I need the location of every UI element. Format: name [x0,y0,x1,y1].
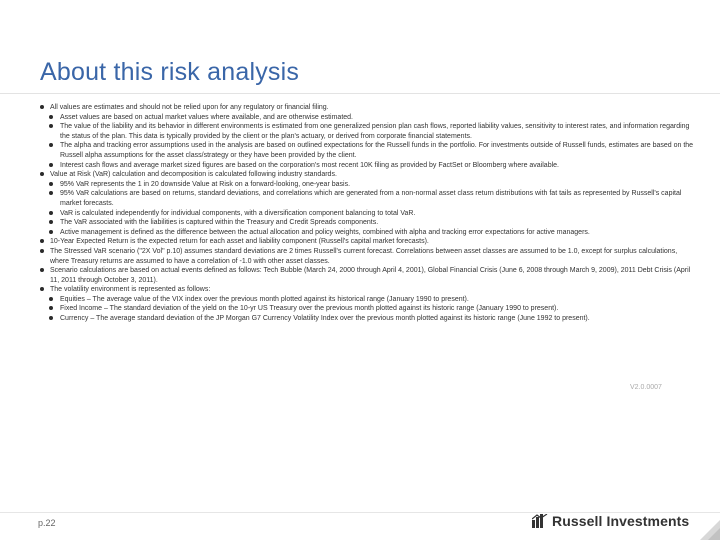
bullet-icon [49,316,53,320]
bullet-icon [40,239,44,243]
bullet-icon [49,191,53,195]
bullet-icon [49,211,53,215]
russell-logo [532,513,689,529]
bullet-icon [49,230,53,234]
list-item-text: All values are estimates and should not be relied upon for any regulatory or financial filing. [50,104,329,111]
list-item-text: Fixed Income – The standard deviation of the yield on the 10-yr US Treasury over the previous month plotted against its historic range (January 1990 to present). [60,305,559,313]
list-item [38,103,698,113]
logo-wordmark: Russell Investments [552,513,690,529]
bullet-icon [49,297,53,301]
page-number: p.22 [38,518,56,528]
list-item-text: The Stressed VaR scenario ("2X Vol" p.10) assumes standard deviations are 2 times Russell's current forecast. Correlations between asset classes are assumed to be 1.0, except for surplus calculations, where Treasury returns are assumed to have a correlation of -1.0 with other asset classes. [50,247,678,265]
bullet-icon [49,306,53,310]
bullet-icon [40,287,44,291]
list-item [38,141,698,160]
list-item-text: VaR is calculated independently for individual components, with a diversification component balancing to total VaR. [60,209,416,217]
page-title: About this risk analysis [40,58,300,86]
list-item-text: The alpha and tracking error assumptions used in the analysis are based on outlined expectations for the Russell funds in the portfolio. For investments outside of Russell funds, estimates are based on the Russell alpha assumptions for the asset class/strategy or they have been provided by the client. [60,142,694,159]
disclosure-list [38,103,698,324]
list-item [38,161,698,171]
list-item [38,295,698,305]
list-item-text: Equities – The average value of the VIX index over the previous month plotted against its historical range (January 1990 to present). [60,295,469,303]
list-item [38,189,698,208]
list-item [38,247,698,266]
list-item-text: The VaR associated with the liabilities is captured within the Treasury and Credit Spreads components. [60,219,379,227]
list-item [38,266,698,285]
corner-decoration [700,510,720,540]
bullet-icon [49,143,53,147]
russell-logo-icon [532,514,548,528]
list-item-text: Currency – The average standard deviation of the JP Morgan G7 Currency Volatility Index over the previous month plotted against its historic range (June 1992 to present). [60,315,590,323]
list-item-text: Interest cash flows and average market sized figures are based on the corporation's most recent 10K filing as provided by FactSet or Bloomberg where available. [60,161,559,169]
list-item-text: The value of the liability and its behavior in different environments is estimated from one generalized pension plan cash flows, reported liability values, sensitivity to interest rates, and information regarding the status of the plan. This data is typically provided by the client or the plan's actuary, or derived from corporate financial statements. [60,123,690,140]
list-item [38,237,698,247]
title-divider [0,93,720,94]
list-item-text: Value at Risk (VaR) calculation and decomposition is calculated following industry standards. [50,171,337,179]
bullet-icon [49,124,53,128]
list-item [38,218,698,228]
list-item-text: 95% VaR represents the 1 in 20 downside Value at Risk on a forward-looking, one-year basis. [60,180,351,188]
list-item [38,170,698,180]
bullet-icon [49,182,53,186]
list-item-text: 95% VaR calculations are based on returns, standard deviations, and correlations which are generated from a non-normal asset class return distributions with fat tails as represented by Russell's capital market forecasts. [60,190,682,207]
list-item [38,228,698,238]
list-item [38,122,698,141]
list-item [38,180,698,190]
version-label: V2.0.0007 [630,384,662,391]
bullet-icon [40,172,44,176]
bullet-icon [49,115,53,119]
bullet-icon [40,268,44,272]
bullet-icon [49,163,53,167]
list-item [38,113,698,123]
bullet-icon [49,220,53,224]
list-item-text: Asset values are based on actual market values where available, and are otherwise estimated. [60,113,353,121]
list-item-text: Active management is defined as the difference between the actual allocation and policy weights, combined with alpha and tracking error expectations for active managers. [60,228,590,236]
list-item-text: Scenario calculations are based on actual events defined as follows: Tech Bubble (March 24, 2000 through April 4, 2001), Global Financial Crisis (June 6, 2008 through March 9, 2009), 2011 Debt Crisis (April 11, 2011 through October 3, 2011). [50,267,691,284]
list-item-text: 10-Year Expected Return is the expected return for each asset and liability component (Russell's capital market forecasts). [50,238,429,246]
bullet-icon [40,105,44,109]
list-item [38,285,698,295]
list-item-text: The volatility environment is represented as follows: [50,286,211,294]
bullet-icon [40,249,44,253]
list-item [38,209,698,219]
list-item [38,314,698,324]
list-item [38,304,698,314]
